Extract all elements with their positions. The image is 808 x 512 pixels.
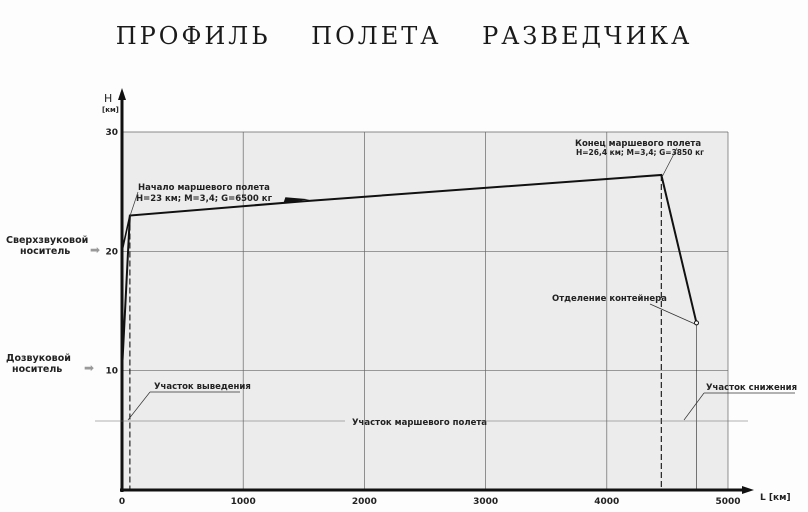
- x-axis-label: L [км]: [760, 493, 791, 503]
- supersonic-carrier-line2: носитель: [20, 246, 71, 257]
- subsonic-carrier-line1: Дозвуковой: [6, 353, 71, 364]
- x-tick-label: 1000: [230, 497, 256, 507]
- climb-phase-label: Участок выведения: [154, 382, 251, 392]
- y-axis-unit: [км]: [102, 106, 119, 114]
- x-tick-label: 3000: [473, 497, 499, 507]
- x-tick-label: 5000: [715, 497, 741, 507]
- supersonic-carrier-line1: Сверхзвуковой: [6, 235, 89, 246]
- subsonic-carrier-line2: носитель: [12, 364, 63, 375]
- x-tick-label: 4000: [594, 497, 620, 507]
- x-axis-arrow-icon: [742, 486, 754, 494]
- separation-point: [694, 321, 698, 325]
- y-axis-arrow-icon: [118, 88, 126, 100]
- descent-phase-label: Участок снижения: [706, 383, 798, 393]
- y-tick-label: 30: [105, 128, 118, 138]
- separation-label: Отделение контейнера: [552, 294, 667, 304]
- cruise-phase-label: Участок маршевого полета: [352, 418, 488, 428]
- y-axis-label: H: [104, 92, 113, 105]
- start-cruise-title: Начало маршевого полета: [138, 183, 270, 193]
- chart-title: ПРОФИЛЬ ПОЛЕТА РАЗВЕДЧИКА: [115, 22, 693, 50]
- end-cruise-title: Конец маршевого полета: [575, 139, 702, 149]
- end-cruise-params: H=26,4 км; M=3,4; G=3850 кг: [576, 148, 705, 157]
- subsonic-carrier-arrow-icon: ➡: [84, 361, 95, 375]
- y-tick-label: 10: [105, 366, 118, 377]
- x-tick-label: 0: [118, 497, 126, 507]
- y-tick-label: 20: [105, 247, 118, 258]
- supersonic-carrier-arrow-icon: ➡: [90, 243, 101, 257]
- x-tick-label: 2000: [351, 497, 377, 507]
- start-cruise-params: H=23 км; M=3,4; G=6500 кг: [136, 194, 273, 204]
